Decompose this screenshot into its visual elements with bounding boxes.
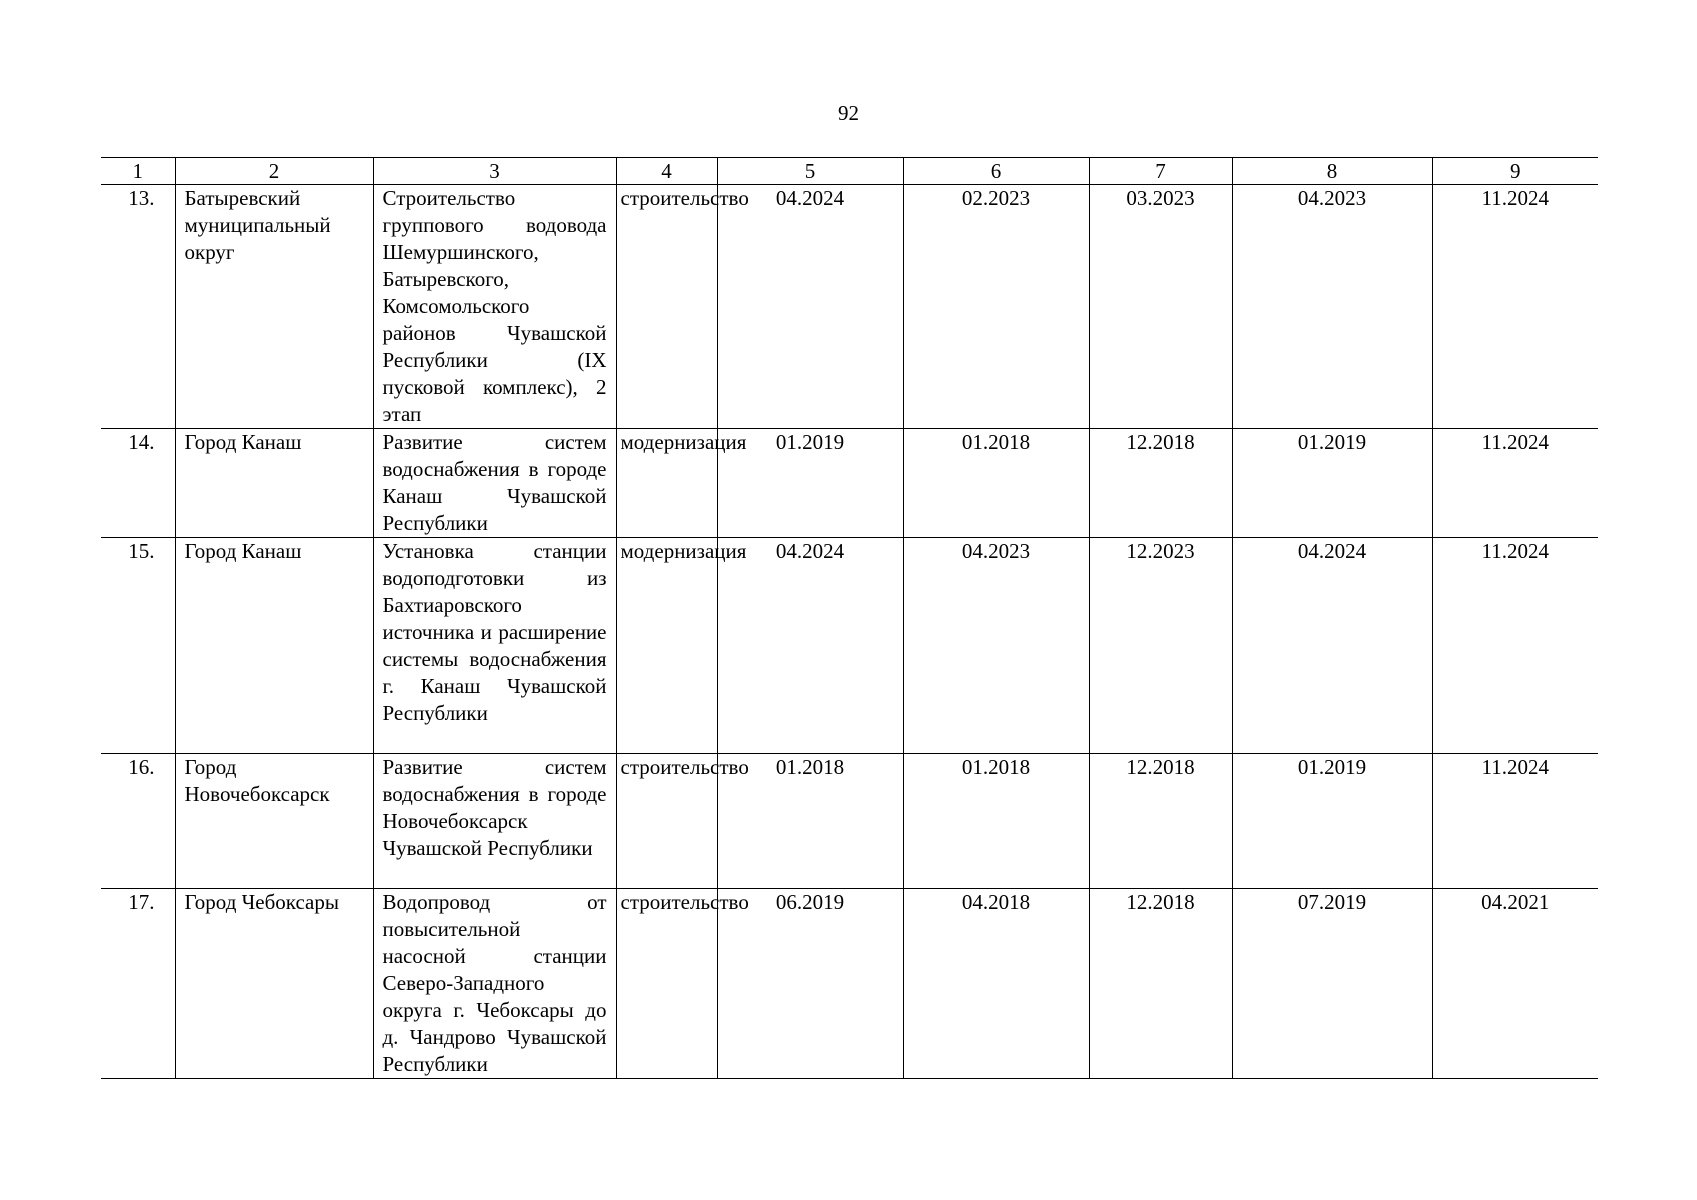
date-cell: 11.2024 xyxy=(1432,538,1598,754)
schedule-table xyxy=(101,157,1598,1079)
district-cell: Город Новочебоксарск xyxy=(175,754,373,889)
date-cell: 11.2024 xyxy=(1432,754,1598,889)
district-cell: Город Канаш xyxy=(175,538,373,754)
work-type-cell: модернизация xyxy=(616,538,717,754)
column-header: 7 xyxy=(1089,158,1232,185)
date-cell: 04.2024 xyxy=(717,538,903,754)
date-cell: 12.2018 xyxy=(1089,889,1232,1079)
date-cell: 06.2019 xyxy=(717,889,903,1079)
date-cell: 01.2018 xyxy=(903,429,1089,538)
project-description-cell: Развитие систем водоснабжения в городе Новочебоксарск Чувашской Республики xyxy=(373,754,616,889)
district-cell: Город Канаш xyxy=(175,429,373,538)
work-type-cell: строительство xyxy=(616,754,717,889)
date-cell: 12.2018 xyxy=(1089,754,1232,889)
row-number: 17. xyxy=(101,889,175,1079)
row-number: 13. xyxy=(101,185,175,429)
work-type-cell: модернизация xyxy=(616,429,717,538)
date-cell: 02.2023 xyxy=(903,185,1089,429)
column-header: 3 xyxy=(373,158,616,185)
date-cell: 07.2019 xyxy=(1232,889,1432,1079)
table-row xyxy=(101,185,1598,429)
date-cell: 01.2018 xyxy=(903,754,1089,889)
date-cell: 01.2018 xyxy=(717,754,903,889)
date-cell: 04.2024 xyxy=(717,185,903,429)
district-cell: Батыревский муниципальный округ xyxy=(175,185,373,429)
date-cell: 11.2024 xyxy=(1432,429,1598,538)
table-header-row xyxy=(101,158,1598,185)
date-cell: 12.2023 xyxy=(1089,538,1232,754)
date-cell: 01.2019 xyxy=(717,429,903,538)
column-header: 9 xyxy=(1432,158,1598,185)
column-header: 6 xyxy=(903,158,1089,185)
date-cell: 04.2018 xyxy=(903,889,1089,1079)
date-cell: 12.2018 xyxy=(1089,429,1232,538)
table-row xyxy=(101,429,1598,538)
date-cell: 04.2023 xyxy=(903,538,1089,754)
project-description-cell: Установка станции водоподготовки из Бахтиаровского источника и расширение системы водоснабжения г. Канаш Чувашской Республики xyxy=(373,538,616,754)
date-cell: 04.2021 xyxy=(1432,889,1598,1079)
row-number: 15. xyxy=(101,538,175,754)
table-row xyxy=(101,538,1598,754)
project-description-cell: Развитие систем водоснабжения в городе Канаш Чувашской Республики xyxy=(373,429,616,538)
page-number: 92 xyxy=(838,101,859,125)
column-header: 2 xyxy=(175,158,373,185)
project-description-cell: Водопровод от повысительной насосной станции Северо-Западного округа г. Чебоксары до д. Чандрово Чувашской Республики xyxy=(373,889,616,1079)
table-row xyxy=(101,889,1598,1079)
district-cell: Город Чебоксары xyxy=(175,889,373,1079)
date-cell: 04.2023 xyxy=(1232,185,1432,429)
row-number: 16. xyxy=(101,754,175,889)
date-cell: 11.2024 xyxy=(1432,185,1598,429)
project-description-cell: Строительство группового водовода Шемуршинского, Батыревского, Комсомольского районов Чувашской Республики (IX пусковой комплекс), 2 этап xyxy=(373,185,616,429)
column-header: 1 xyxy=(101,158,175,185)
table-row xyxy=(101,754,1598,889)
column-header: 4 xyxy=(616,158,717,185)
column-header: 8 xyxy=(1232,158,1432,185)
date-cell: 01.2019 xyxy=(1232,429,1432,538)
row-number: 14. xyxy=(101,429,175,538)
work-type-cell: строительство xyxy=(616,185,717,429)
date-cell: 04.2024 xyxy=(1232,538,1432,754)
work-type-cell: строительство xyxy=(616,889,717,1079)
column-header: 5 xyxy=(717,158,903,185)
date-cell: 03.2023 xyxy=(1089,185,1232,429)
date-cell: 01.2019 xyxy=(1232,754,1432,889)
